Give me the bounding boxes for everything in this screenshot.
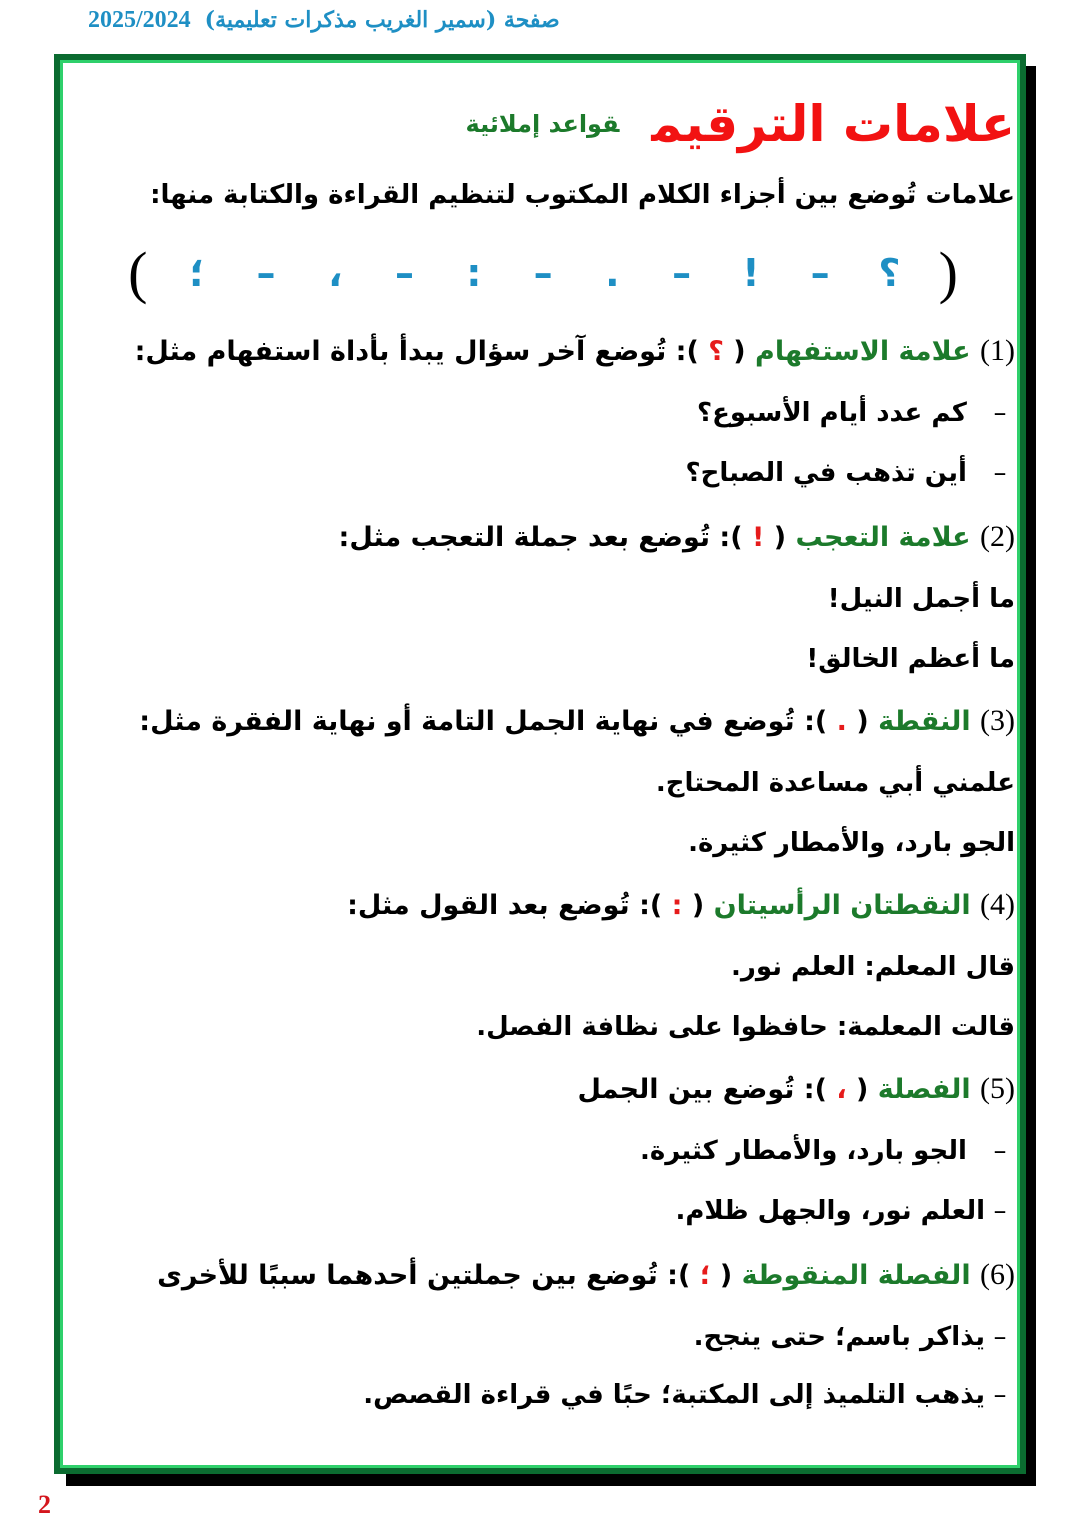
bullet: – xyxy=(1025,645,1037,673)
section-heading-6 xyxy=(157,1250,1015,1301)
bullet: – xyxy=(1025,1013,1037,1041)
example-text: ما أعظم الخالق! xyxy=(806,644,1015,674)
separator: – xyxy=(256,251,276,295)
lesson-subtitle: قواعد إملائية xyxy=(465,110,620,138)
paren: ( xyxy=(856,706,869,737)
example-item xyxy=(476,1002,1037,1052)
paren: ) xyxy=(686,336,699,367)
section-name: النقطة xyxy=(878,706,971,737)
example-item xyxy=(827,574,1037,624)
mark-colon: : xyxy=(466,251,482,295)
paren: ( xyxy=(773,522,787,553)
section-mark: ، xyxy=(836,1074,847,1105)
section-heading-2 xyxy=(339,512,1015,563)
paren: ) xyxy=(649,890,663,921)
open-paren: ( xyxy=(938,240,958,305)
section-name: علامة الاستفهام xyxy=(755,336,971,367)
paren: ( xyxy=(856,1074,869,1105)
separator: – xyxy=(810,251,830,295)
example-text: كم عدد أيام الأسبوع؟ xyxy=(697,398,967,428)
section-mark: ؛ xyxy=(699,1260,711,1291)
section-number: (4) xyxy=(980,888,1015,921)
example-text: قال المعلم: العلم نور. xyxy=(731,952,1015,982)
mark-question: ؟ xyxy=(878,251,901,295)
close-paren: ) xyxy=(128,240,148,305)
section-mark: : xyxy=(671,890,683,921)
mark-period: . xyxy=(605,251,620,295)
separator: – xyxy=(672,251,692,295)
section-number: (1) xyxy=(980,334,1015,367)
separator: – xyxy=(533,251,553,295)
header-text: صفحة (سمير الغريب مذكرات تعليمية) xyxy=(204,7,560,33)
bullet: – xyxy=(993,1136,1007,1166)
section-number: (6) xyxy=(980,1258,1015,1291)
example-text: الجو بارد، والأمطار كثيرة. xyxy=(688,828,1015,858)
example-text: العلم نور، والجهل ظلام. xyxy=(675,1196,985,1226)
bullet: – xyxy=(1025,585,1037,613)
example-text: قالت المعلمة: حافظوا على نظافة الفصل. xyxy=(476,1012,1015,1042)
example-text: الجو بارد، والأمطار كثيرة. xyxy=(639,1136,967,1166)
mark-exclamation: ! xyxy=(742,251,760,295)
example-item xyxy=(675,1186,1015,1236)
example-item xyxy=(731,942,1037,992)
section-name: علامة التعجب xyxy=(795,522,971,553)
bullet: – xyxy=(993,1380,1007,1410)
example-item xyxy=(655,758,1037,808)
paren: ( xyxy=(691,890,705,921)
mark-comma: ، xyxy=(328,251,343,295)
example-item xyxy=(363,1370,1015,1420)
example-item xyxy=(640,1126,1015,1176)
paren: ( xyxy=(719,1260,733,1291)
section-name: الفصلة المنقوطة xyxy=(741,1260,971,1291)
example-item xyxy=(688,818,1037,868)
page-number: 2 xyxy=(38,1490,51,1519)
header-year: 2025/2024 xyxy=(88,7,191,33)
section-number: (2) xyxy=(980,520,1015,553)
example-text: يذاكر باسم؛ حتى ينجح. xyxy=(693,1322,985,1352)
example-text: علمني أبي مساعدة المحتاج. xyxy=(655,768,1015,798)
section-description: : تُوضع بين جملتين أحدهما سببًا للأخرى xyxy=(157,1260,678,1291)
section-mark: . xyxy=(836,706,847,737)
paren: ) xyxy=(730,522,743,553)
section-heading-1 xyxy=(135,326,1015,377)
intro-text: علامات تُوضع بين أجزاء الكلام المكتوب لتنظيم القراءة والكتابة منها: xyxy=(150,180,1015,210)
section-number: (5) xyxy=(980,1072,1015,1105)
section-name: الفصلة xyxy=(877,1074,971,1105)
section-description: : تُوضع في نهاية الجمل التامة أو نهاية الفقرة مثل: xyxy=(139,706,815,737)
bullet: – xyxy=(993,1322,1007,1352)
mark-semicolon: ؛ xyxy=(189,251,205,295)
section-heading-3 xyxy=(139,696,1015,747)
bullet: – xyxy=(993,458,1007,488)
section-heading-4 xyxy=(347,880,1015,931)
bullet: – xyxy=(993,1196,1007,1226)
example-text: أين تذهب في الصباح؟ xyxy=(685,458,967,488)
paren: ( xyxy=(733,336,746,367)
section-description: : تُوضع بين الجمل xyxy=(577,1074,815,1105)
section-number: (3) xyxy=(980,704,1015,737)
section-description: : تُوضع آخر سؤال يبدأ بأداة استفهام مثل: xyxy=(134,336,687,367)
page-header xyxy=(88,2,648,38)
punctuation-marks-row xyxy=(128,238,958,308)
bullet: – xyxy=(1025,769,1037,797)
example-item xyxy=(686,448,1016,498)
section-description: : تُوضع بعد جملة التعجب مثل: xyxy=(338,522,731,553)
bullet: – xyxy=(1025,829,1037,857)
title-row xyxy=(466,84,1015,164)
section-description: : تُوضع بعد القول مثل: xyxy=(347,890,650,921)
example-item xyxy=(697,388,1015,438)
paren: ) xyxy=(814,1074,827,1105)
paren: ) xyxy=(814,706,828,737)
section-mark: ؟ xyxy=(708,336,724,367)
bullet: – xyxy=(993,398,1007,428)
section-heading-5 xyxy=(577,1064,1015,1115)
example-item xyxy=(694,1312,1015,1362)
separator: – xyxy=(395,251,415,295)
example-text: يذهب التلميذ إلى المكتبة؛ حبًا في قراءة القصص. xyxy=(363,1380,985,1410)
section-name: النقطتان الرأسيتان xyxy=(713,890,971,921)
paren: ) xyxy=(677,1260,691,1291)
example-text: ما أجمل النيل! xyxy=(827,584,1015,614)
section-mark: ! xyxy=(751,522,765,553)
lesson-title: علامات الترقيم xyxy=(651,95,1015,153)
bullet: – xyxy=(1025,953,1037,981)
example-item xyxy=(806,634,1037,684)
